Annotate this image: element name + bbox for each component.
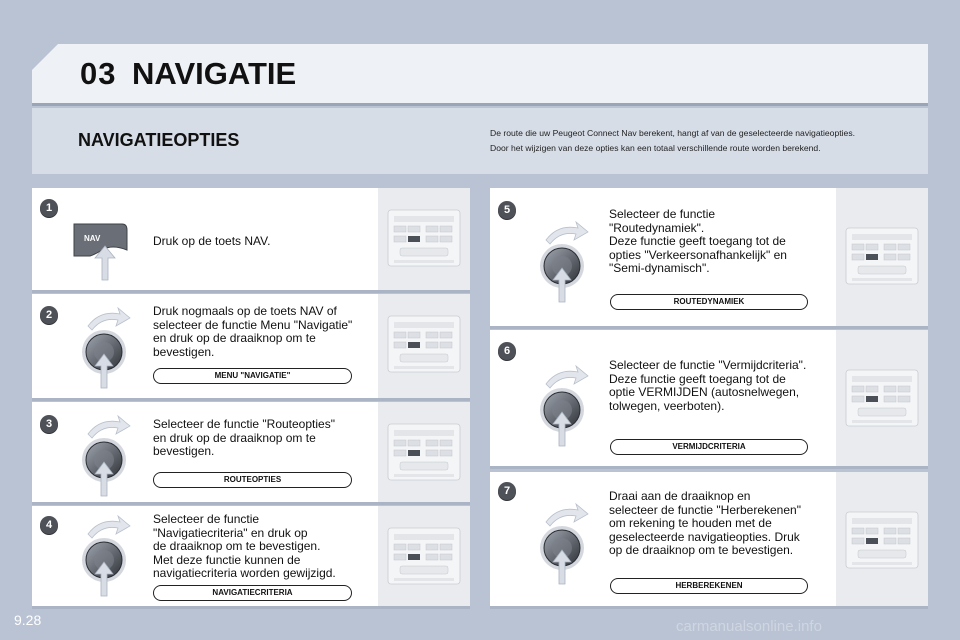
header-divider (32, 103, 928, 106)
intro-text (490, 126, 920, 156)
rotary-knob-icon (532, 218, 596, 302)
radio-panel-icon (836, 188, 928, 326)
radio-panel-thumbnail (378, 294, 470, 398)
watermark: carmanualsonline.info (676, 618, 822, 635)
step-number-badge: 5 (498, 201, 516, 219)
step-number-badge: 3 (40, 415, 58, 433)
radio-panel-thumbnail (378, 402, 470, 502)
radio-panel-icon (836, 330, 928, 466)
step-4-text: Selecteer de functie "Navigatiecriteria" en druk op de draaiknop om te bevestigen. Met deze functie kunnen de navigatiecriteria worden gewijzigd. (153, 512, 336, 580)
step-5-text: Selecteer de functie "Routedynamiek". Deze functie geeft toegang tot de opties "Verkeersonafhankelijk" en "Semi-dynamisch". (609, 207, 787, 275)
radio-panel-thumbnail (836, 472, 928, 606)
chapter-number: 03 (80, 56, 117, 91)
step-1-text: Druk op de toets NAV. (153, 234, 271, 248)
rotary-knob-icon (74, 512, 138, 596)
rotary-knob-icon (532, 500, 596, 584)
step-6-menu-label: VERMIJDCRITERIA (610, 439, 808, 455)
step-number-badge: 1 (40, 199, 58, 217)
radio-panel-icon (378, 506, 470, 606)
radio-panel-thumbnail (836, 330, 928, 466)
radio-panel-thumbnail (378, 506, 470, 606)
nav-key-label: NAV (84, 234, 101, 243)
step-7-menu-label: HERBEREKENEN (610, 578, 808, 594)
step-number-badge: 7 (498, 482, 516, 500)
step-number-badge: 4 (40, 516, 58, 534)
section-title: NAVIGATIEOPTIES (78, 130, 240, 150)
rotary-knob-icon (532, 362, 596, 446)
radio-panel-icon (378, 188, 470, 290)
step-5-menu-label: ROUTEDYNAMIEK (610, 294, 808, 310)
radio-panel-icon (378, 294, 470, 398)
step-4-menu-label: NAVIGATIECRITERIA (153, 585, 352, 601)
step-3-text: Selecteer de functie "Routeopties" en druk op de draaiknop om te bevestigen. (153, 417, 335, 458)
radio-panel-thumbnail (378, 188, 470, 290)
intro-line: Door het wijzigen van deze opties kan een totaal verschillende route worden berekend. (490, 143, 821, 153)
rotary-knob-icon (74, 412, 138, 496)
chapter-title: NAVIGATIE (132, 56, 297, 91)
page-number: 9.28 (14, 612, 42, 628)
rotary-knob-icon (74, 304, 138, 388)
intro-line: De route die uw Peugeot Connect Nav berekent, hangt af van de geselecteerde navigatieopties. (490, 128, 855, 138)
radio-panel-icon (378, 402, 470, 502)
step-3-menu-label: ROUTEOPTIES (153, 472, 352, 488)
step-2-menu-label: MENU "NAVIGATIE" (153, 368, 352, 384)
radio-panel-icon (836, 472, 928, 606)
step-2-text: Druk nogmaals op de toets NAV of selecteer de functie Menu "Navigatie" en druk op de draaiknop om te bevestigen. (153, 304, 353, 359)
step-number-badge: 6 (498, 342, 516, 360)
step-number-badge: 2 (40, 306, 58, 324)
step-7-text: Draai aan de draaiknop en selecteer de functie "Herberekenen" om rekening te houden met de geselecteerde navigatieopties. Druk op de draaiknop om te bevestigen. (609, 489, 801, 557)
radio-panel-thumbnail (836, 188, 928, 326)
step-6-text: Selecteer de functie "Vermijdcriteria". Deze functie geeft toegang tot de optie VERMIJDEN (autosnelwegen, tolwegen, veerboten). (609, 358, 807, 413)
nav-key-icon (72, 222, 132, 282)
